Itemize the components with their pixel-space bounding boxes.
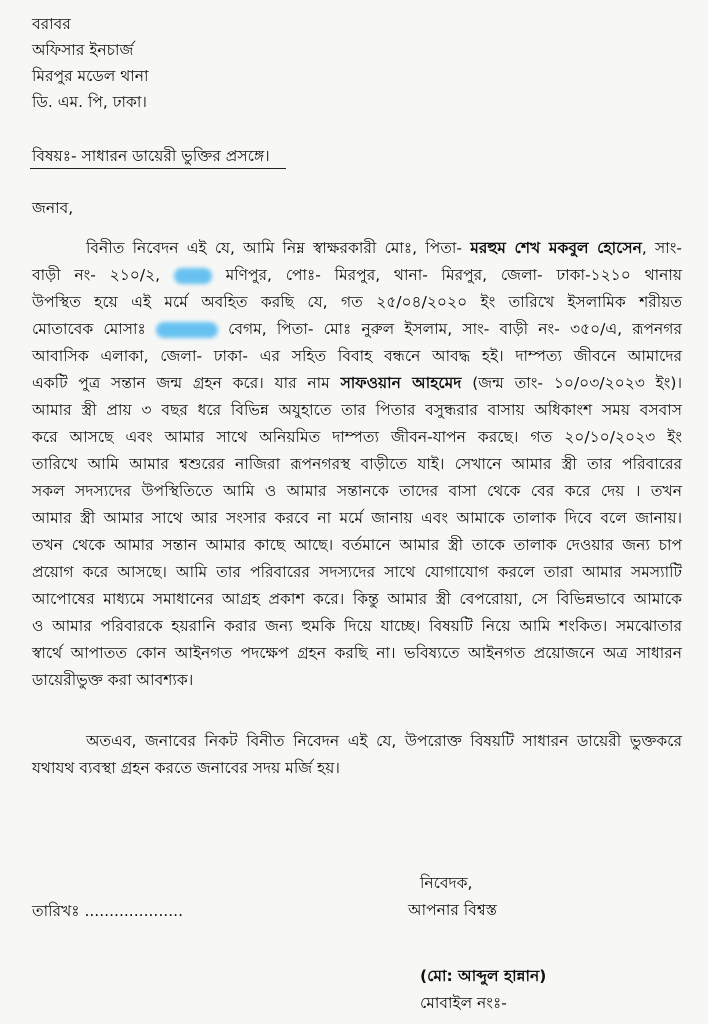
body-line xyxy=(86,236,682,262)
signer-name: (মো: আব্দুল হান্নান) xyxy=(420,967,547,985)
address-city: ডি. এম. পি, ঢাকা। xyxy=(32,93,147,111)
body-line: ও আমার পরিবারকে হয়রানি করার জন্য হুমকি দিয়ে যাচ্ছে। বিষয়টি নিয়ে আমি শংকিত। সমঝোতার xyxy=(32,617,682,635)
address-station: মিরপুর মডেল থানা xyxy=(32,67,149,85)
body-text: একটি পুত্র সন্তান জন্ম গ্রহন করে। যার নাম xyxy=(32,374,341,392)
subject-underline xyxy=(30,168,286,169)
body-line xyxy=(32,263,682,289)
faithfully-label: আপনার বিশ্বস্ত xyxy=(408,901,497,919)
body-line xyxy=(32,317,682,343)
body-line: প্রয়োগ করে আসছে। আমি তার পরিবারের সদস্যদের সাথে যোগাযোগ করলে তারা আমার সমস্যাটি xyxy=(32,563,682,581)
body-line: তখন থেকে আমার সন্তান আমার কাছে আছে। বর্তমানে আমার স্ত্রী তাকে তালাক দেওয়ার জন্য চাপ xyxy=(32,536,682,554)
redaction-mark xyxy=(174,268,212,284)
body-line: স্বার্থে আপাতত কোন আইনগত পদক্ষেপ গ্রহন করছি না। ভবিষ্যতে আইনগত প্রয়োজনে অত্র সাধারন xyxy=(32,644,682,662)
applicant-label: নিবেদক, xyxy=(420,874,473,892)
body-line: আপোষের মাধ্যমে সমাধানের আগ্রহ প্রকাশ করে। কিন্তু আমার স্ত্রী বেপরোয়া, সে বিভিন্নভাবে আমাকে xyxy=(32,590,682,608)
salutation: জনাব, xyxy=(32,199,74,217)
body-line: আমার স্ত্রী প্রায় ৩ বছর ধরে বিভিন্ন অযুহাতে তার পিতার বসুন্ধরার বাসায় অধিকাংশ সময় বসবাস xyxy=(32,401,682,419)
body-line: সকল সদস্যদের উপস্থিতিতে আমি ও আমার সন্তানকে তাদের বাসা থেকে বের করে দেয় । তখন xyxy=(32,482,682,500)
body-text: , সাং- xyxy=(641,239,682,257)
body-text: মোতাবেক মোসাঃ xyxy=(32,320,156,338)
body-line xyxy=(32,371,682,397)
address-to: বরাবর xyxy=(32,15,71,33)
father-name: মরহুম শেখ মকবুল হোসেন xyxy=(470,239,642,257)
subject-line: বিষয়ঃ- সাধারন ডায়েরী ভুক্তির প্রসঙ্গে। xyxy=(32,147,270,165)
mobile-label: মোবাইল নংঃ- xyxy=(420,994,507,1012)
body-line: আমার স্ত্রী আমার সাথে আর সংসার করবে না মর্মে জানায় এবং আমাকে তালাক দিবে বলে জানায়। xyxy=(32,509,682,527)
body-line: উপস্থিত হয়ে এই মর্মে অবহিত করছি যে, গত ২৫/০৪/২০২০ ইং তারিখে ইসলামিক শরীয়ত xyxy=(32,293,682,311)
body-line: তারিখে আমি আমার শ্বশুরের নাজিরা রূপনগরস্থ বাড়ীতে যাই। সেখানে আমার স্ত্রী তার পরিবারের xyxy=(32,455,682,473)
body-line: করে আসছে এবং আমার সাথে অনিয়মিত দাম্পত্য জীবন-যাপন করছে। গত ২০/১০/২০২৩ ইং xyxy=(32,428,682,446)
body-text: (জন্ম তাং- ১০/০৩/২০২৩ ইং)। xyxy=(461,374,683,392)
closing-line: যথাযথ ব্যবস্থা গ্রহন করতে জনাবের সদয় মর্জি হয়। xyxy=(32,759,340,777)
closing-line: অতএব, জনাবের নিকট বিনীত নিবেদন এই যে, উপরোক্ত বিষয়টি সাধারন ডায়েরী ভুক্তকরে xyxy=(86,732,682,750)
body-text: মণিপুর, পোঃ- মিরপুর, থানা- মিরপুর, জেলা- ঢাকা-১২১০ থানায় xyxy=(225,266,682,284)
redaction-mark xyxy=(156,322,218,338)
date-field: তারিখঃ .................... xyxy=(32,902,183,920)
body-text: বিনীত নিবেদন এই যে, আমি নিম্ন স্বাক্ষরকারী মোঃ, পিতা- xyxy=(86,239,471,257)
address-officer: অফিসার ইনচার্জ xyxy=(32,41,134,59)
body-text: বাড়ী নং- ২১০/২, xyxy=(32,266,174,284)
body-line: ডায়েরীভুক্ত করা আবশ্যক। xyxy=(32,671,194,689)
body-text: বেগম, পিতা- মোঃ নুরুল ইসলাম, সাং- বাড়ী নং- ৩৫০/এ, রূপনগর xyxy=(228,320,682,338)
body-line: আবাসিক এলাকা, জেলা- ঢাকা- এর সহিত বিবাহ বন্ধনে আবদ্ধ হই। দাম্পত্য জীবনে আমাদের xyxy=(32,347,682,365)
son-name: সাফওয়ান আহমেদ xyxy=(340,374,462,392)
